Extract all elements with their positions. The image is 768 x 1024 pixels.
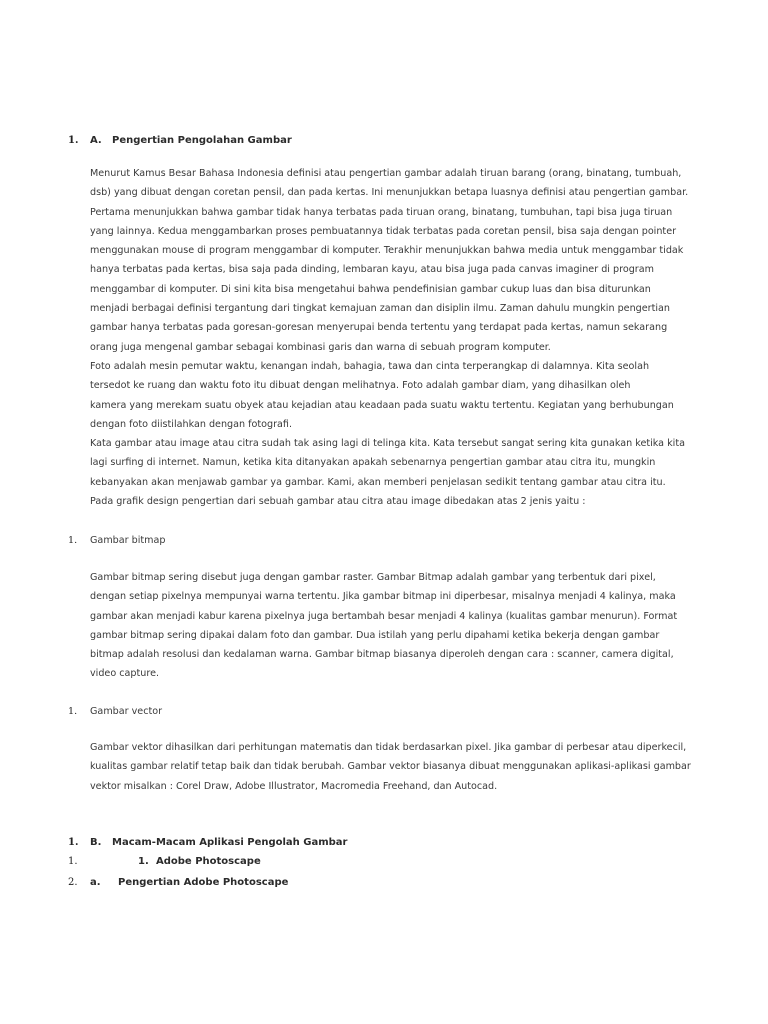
section-letter: B.	[90, 837, 102, 848]
text-line: kamera yang merekam suatu obyek atau kejadian atau keadaan pada suatu waktu tertentu. Kegiatan yang berhubungan	[90, 399, 674, 411]
list-number: 1.	[68, 706, 78, 717]
text-line: dengan setiap pixelnya mempunyai warna tertentu. Jika gambar bitmap ini diperbesar, misalnya menjadi 4 kalinya, maka	[90, 591, 676, 603]
text-line: vektor misalkan : Corel Draw, Adobe Illustrator, Macromedia Freehand, dan Autocad.	[90, 780, 498, 792]
photoscape-definition-title: Pengertian Adobe Photoscape	[118, 877, 289, 888]
bitmap-label: Gambar bitmap	[90, 535, 166, 546]
text-line: Pada grafik design pengertian dari sebuah gambar atau citra atau image dibedakan atas 2 jenis yaitu :	[90, 496, 586, 508]
section-b-heading	[68, 836, 347, 850]
photoscape-title: Adobe Photoscape	[156, 856, 261, 867]
text-line: tersedot ke ruang dan waktu foto itu dibuat dengan melihatnya. Foto adalah gambar diam, yang dihasilkan oleh	[90, 380, 631, 392]
section-title: Pengertian Pengolahan Gambar	[112, 135, 292, 146]
text-line: yang lainnya. Kedua menggambarkan proses pembuatannya tidak terbatas pada coretan pensil, bisa saja dengan pointer	[90, 225, 677, 237]
text-line: gambar hanya terbatas pada goresan-goresan menyerupai benda tertentu yang terdapat pada kertas, namun sekarang	[90, 322, 668, 334]
text-line: lagi surfing di internet. Namun, ketika kita ditanyakan apakah sebenarnya pengertian gambar atau citra itu, mungkin	[90, 457, 656, 469]
text-line: bitmap adalah resolusi dan kedalaman warna. Gambar bitmap biasanya diperoleh dengan cara : scanner, camera digital,	[90, 649, 674, 661]
list-number: 1.	[68, 135, 79, 146]
text-line: dsb) yang dibuat dengan coretan pensil, dan pada kertas. Ini menunjukkan betapa luasnya definisi atau pengertian gambar.	[90, 187, 689, 199]
vector-paragraph	[90, 738, 690, 796]
list-number: 1.	[68, 856, 78, 867]
sub-number: 1.	[138, 856, 149, 867]
text-line: Menurut Kamus Besar Bahasa Indonesia definisi atau pengertian gambar adalah tiruan barang (orang, binatang, tumbuah,	[90, 168, 682, 179]
section-title: Macam-Macam Aplikasi Pengolah Gambar	[112, 837, 348, 848]
vector-label: Gambar vector	[90, 706, 163, 717]
text-line: dengan foto diistilahkan dengan fotografi.	[90, 418, 293, 430]
vector-heading	[68, 705, 162, 719]
photoscape-heading	[68, 855, 261, 869]
text-line: menjadi berbagai definisi tergantung dari tingkat kemajuan zaman dan disiplin ilmu. Zaman dahulu mungkin pengertian	[90, 303, 670, 315]
text-line: gambar akan menjadi kabur karena pixelnya juga bertambah besar menjadi 4 kalinya (kualitas gambar menurun). Format	[90, 610, 678, 622]
photoscape-definition-heading	[68, 876, 288, 890]
text-line: kualitas gambar relatif tetap baik dan tidak berubah. Gambar vektor biasanya dibuat menggunakan aplikasi-aplikasi gambar	[90, 761, 691, 773]
text-line: video capture.	[90, 668, 160, 680]
list-number: 2.	[68, 877, 78, 888]
text-line: menggunakan mouse di program menggambar di komputer. Terakhir menunjukkan bahwa media untuk menggambar tidak	[90, 245, 684, 257]
text-line: gambar bitmap sering dipakai dalam foto dan gambar. Dua istilah yang perlu dipahami ketika bekerja dengan gambar	[90, 629, 660, 641]
list-number: 1.	[68, 837, 79, 848]
text-line: orang juga mengenal gambar sebagai kombinasi garis dan warna di sebuah program komputer.	[90, 341, 551, 353]
text-line: Gambar vektor dihasilkan dari perhitungan matematis dan tidak berdasarkan pixel. Jika gambar di perbesar atau diperkecil,	[90, 742, 687, 753]
text-line: hanya terbatas pada kertas, bisa saja pada dinding, lembaran kayu, atau bisa juga pada canvas imaginer di program	[90, 264, 654, 276]
bitmap-heading	[68, 534, 165, 548]
text-line: Foto adalah mesin pemutar waktu, kenangan indah, bahagia, tawa dan cinta terperangkap di dalamnya. Kita seolah	[90, 360, 650, 372]
sub-letter: a.	[90, 877, 101, 888]
intro-paragraphs	[90, 164, 690, 511]
text-line: kebanyakan akan menjawab gambar ya gambar. Kami, akan memberi penjelasan sedikit tentang gambar atau citra itu.	[90, 476, 666, 488]
text-line: menggambar di komputer. Di sini kita bisa mengetahui bahwa pendefinisian gambar cukup luas dan bisa diturunkan	[90, 283, 651, 295]
list-number: 1.	[68, 535, 78, 546]
section-a-heading	[68, 134, 292, 148]
bitmap-paragraph	[90, 568, 690, 684]
text-line: Pertama menunjukkan bahwa gambar tidak hanya terbatas pada tiruan orang, binatang, tumbuhan, tapi bisa juga tiruan	[90, 206, 673, 218]
text-line: Gambar bitmap sering disebut juga dengan gambar raster. Gambar Bitmap adalah gambar yang terbentuk dari pixel,	[90, 572, 656, 583]
section-letter: A.	[90, 135, 102, 146]
text-line: Kata gambar atau image atau citra sudah tak asing lagi di telinga kita. Kata tersebut sangat sering kita gunakan ketika kita	[90, 438, 685, 450]
